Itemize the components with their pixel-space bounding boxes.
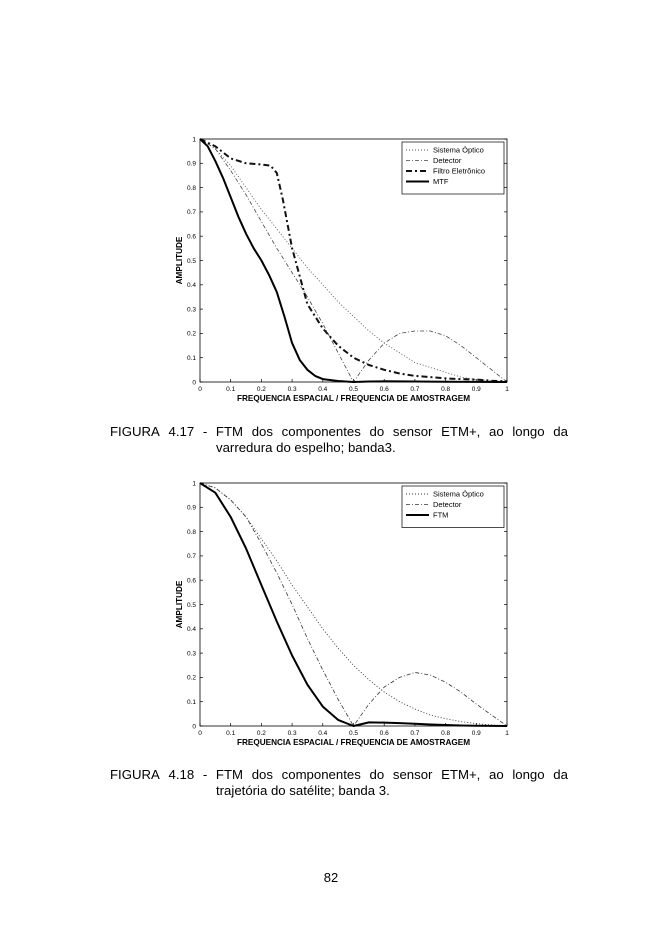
- legend-label: Detector: [433, 156, 462, 166]
- y-tick-label: 0.7: [186, 553, 196, 561]
- y-tick-label: 0.8: [186, 528, 196, 536]
- y-tick-label: 0: [192, 723, 196, 731]
- caption-word: -: [202, 767, 208, 782]
- x-tick-label: 0.9: [471, 730, 481, 737]
- x-tick-label: 0.7: [410, 386, 420, 393]
- caption-word: componentes: [281, 424, 361, 439]
- caption-word: sensor: [392, 424, 433, 439]
- y-tick-label: 0.5: [186, 257, 196, 265]
- caption-word: ao: [488, 767, 504, 782]
- y-tick-label: 0.3: [186, 306, 196, 314]
- figure-4-18-caption: [110, 767, 568, 799]
- x-tick-label: 0.7: [410, 730, 420, 737]
- caption-word: sensor: [392, 767, 433, 782]
- y-tick-label: 0: [192, 379, 196, 387]
- y-tick-label: 0.4: [186, 282, 196, 290]
- x-tick-label: 0: [198, 386, 202, 393]
- y-tick-label: 0.1: [186, 699, 196, 706]
- caption-word: FIGURA: [110, 767, 160, 782]
- y-axis-label: AMPLITUDE: [175, 580, 184, 629]
- y-axis-label: AMPLITUDE: [175, 236, 184, 285]
- legend-label: MTF: [433, 177, 449, 187]
- x-tick-label: 0.3: [287, 386, 297, 393]
- caption-word: ao: [488, 424, 504, 439]
- chart-svg: [0, 132, 662, 410]
- caption-word: -: [202, 424, 208, 439]
- x-tick-label: 0.6: [379, 730, 389, 737]
- chart-svg: [0, 476, 662, 754]
- y-tick-label: 0.9: [186, 160, 196, 168]
- caption-word: ETM+,: [441, 767, 481, 782]
- caption-word: FTM: [215, 424, 244, 439]
- x-tick-label: 0.3: [287, 730, 297, 737]
- caption-word: componentes: [281, 767, 361, 782]
- caption-word: dos: [251, 767, 273, 782]
- figure-4-17-chart: [0, 132, 662, 410]
- y-tick-label: 0.6: [186, 233, 196, 241]
- y-tick-label: 0.4: [186, 626, 196, 634]
- x-tick-label: 1: [505, 386, 509, 393]
- x-tick-label: 0.8: [441, 730, 451, 737]
- caption-word: da: [553, 767, 568, 782]
- legend-label: FTM: [433, 510, 449, 520]
- x-tick-label: 0: [198, 730, 202, 737]
- figure-4-18-chart: [0, 476, 662, 754]
- x-tick-label: 1: [505, 730, 509, 737]
- caption-word: FIGURA: [110, 424, 160, 439]
- legend-label: Detector: [433, 500, 462, 510]
- figure-4-17-caption: [110, 424, 568, 456]
- y-tick-label: 1: [192, 136, 196, 144]
- y-tick-label: 0.5: [186, 601, 196, 609]
- caption-word: dos: [251, 424, 273, 439]
- caption-word: FTM: [215, 767, 244, 782]
- caption-word: do: [369, 424, 385, 439]
- x-axis-label: FREQUENCIA ESPACIAL / FREQUENCIA DE AMOSTRAGEM: [236, 394, 471, 403]
- x-tick-label: 0.2: [256, 386, 266, 393]
- x-axis-label: FREQUENCIA ESPACIAL / FREQUENCIA DE AMOSTRAGEM: [236, 738, 471, 747]
- caption-word: do: [369, 767, 385, 782]
- x-tick-label: 0.8: [441, 386, 451, 393]
- x-tick-label: 0.5: [348, 386, 359, 393]
- caption-line-1: [110, 767, 568, 783]
- legend-label: Sistema Óptico: [433, 145, 484, 155]
- y-tick-label: 0.3: [186, 650, 196, 658]
- caption-word: longo: [512, 424, 545, 439]
- caption-line-1: [110, 424, 568, 440]
- caption-line-2: varredura do espelho; banda3.: [216, 440, 396, 455]
- caption-line-2: trajetória do satélite; banda 3.: [216, 783, 390, 798]
- x-tick-label: 0.2: [256, 730, 266, 737]
- caption-word: ETM+,: [441, 424, 481, 439]
- x-tick-label: 0.9: [471, 386, 481, 393]
- x-tick-label: 0.4: [318, 730, 328, 737]
- y-tick-label: 1: [192, 480, 196, 488]
- x-tick-label: 0.5: [348, 730, 359, 737]
- y-tick-label: 0.2: [186, 674, 196, 682]
- legend-label: Sistema Óptico: [433, 489, 484, 499]
- page-number: 82: [323, 870, 339, 885]
- y-tick-label: 0.9: [186, 504, 196, 512]
- x-tick-label: 0.1: [226, 386, 236, 393]
- caption-word: longo: [512, 767, 545, 782]
- y-tick-label: 0.7: [186, 209, 196, 217]
- y-tick-label: 0.8: [186, 184, 196, 192]
- y-tick-label: 0.1: [186, 355, 196, 362]
- caption-word: 4.17: [168, 424, 195, 439]
- x-tick-label: 0.4: [318, 386, 328, 393]
- caption-word: 4.18: [168, 767, 195, 782]
- x-tick-label: 0.1: [226, 730, 236, 737]
- caption-word: da: [553, 424, 568, 439]
- y-tick-label: 0.6: [186, 577, 196, 585]
- y-tick-label: 0.2: [186, 330, 196, 338]
- x-tick-label: 0.6: [379, 386, 389, 393]
- legend-label: Filtro Eletrônico: [433, 166, 486, 176]
